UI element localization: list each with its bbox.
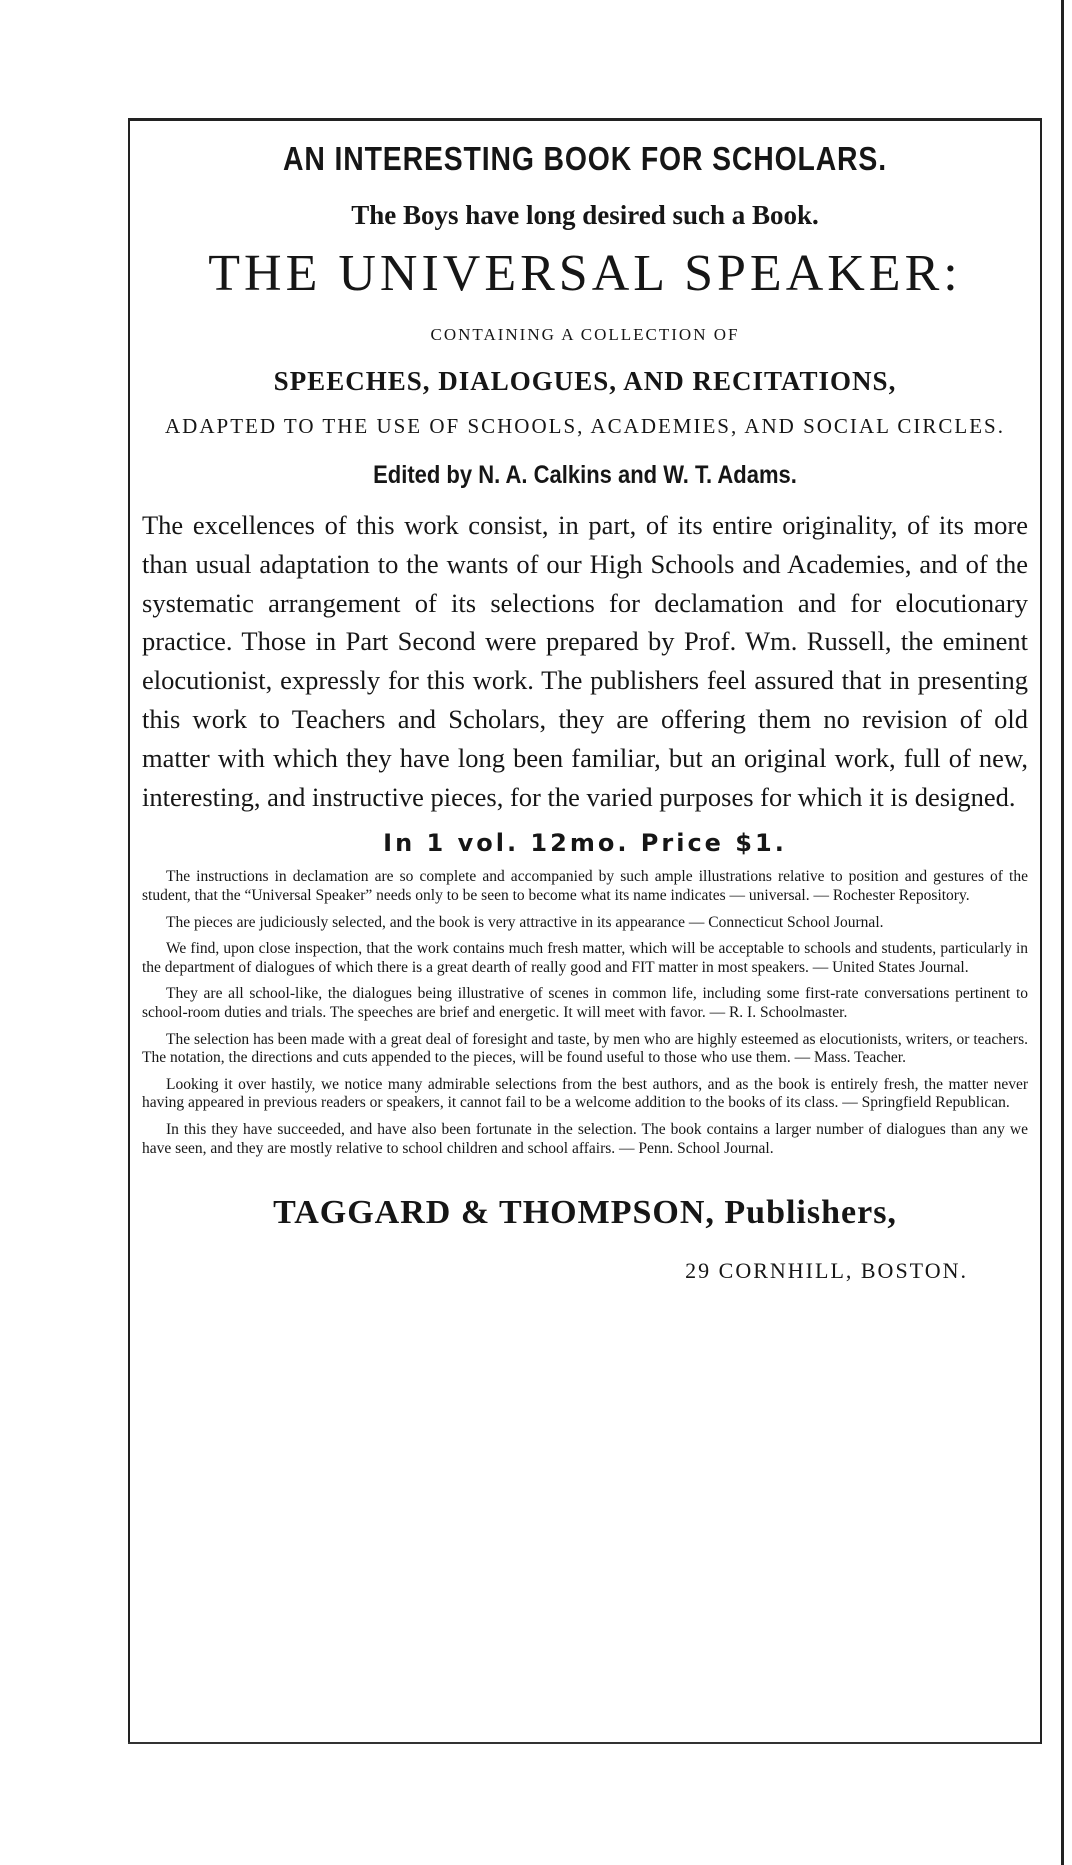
publisher-address: 29 CORNHILL, BOSTON.	[685, 1258, 968, 1284]
price-line: In 1 vol. 12mo. Price $1.	[383, 829, 787, 858]
review-item: The instructions in declamation are so complete and accompanied by such ample illustrations relative to position and gestures of the student, that the “Universal Speaker” needs only to be seen to become what its name indicates — universal. — Rochester Repository.	[142, 868, 1028, 904]
border-top	[128, 118, 1040, 121]
review-item: In this they have succeeded, and have also been fortunate in the selection. The book contains a larger number of dialogues than any we have seen, and they are mostly relative to school children and school affairs. — Penn. School Journal.	[142, 1120, 1028, 1157]
containing-line: CONTAINING A COLLECTION OF	[430, 325, 740, 344]
adapted-line: ADAPTED TO THE USE OF SCHOOLS, ACADEMIES, AND SOCIAL CIRCLES.	[165, 414, 1005, 438]
page-edge-rule	[1061, 0, 1064, 1865]
publisher-line: TAGGARD & THOMPSON, Publishers,	[273, 1194, 897, 1232]
review-item: Looking it over hastily, we notice many admirable selections from the best authors, and as the book is entirely fresh, the matter never having appeared in previous readers or speakers, it cannot fail to be a welcome addition to the books of its class. — Springfield Republican.	[142, 1075, 1028, 1112]
editors-line: Edited by N. A. Calkins and W. T. Adams.	[373, 461, 797, 489]
contents-line: SPEECHES, DIALOGUES, AND RECITATIONS,	[273, 366, 897, 396]
ad-subheading: The Boys have long desired such a Book.	[351, 200, 819, 230]
border-right	[1040, 118, 1042, 1744]
review-list	[142, 868, 1028, 1158]
ad-heading: AN INTERESTING BOOK FOR SCHOLARS.	[283, 140, 887, 177]
description-paragraph: The excellences of this work consist, in part, of its entire originality, of its more than usual adaptation to the wants of our High Schools and Academies, and of the systematic arrangement of its selections for declamation and for elocutionary practice. Those in Part Second were prepared by Prof. Wm. Russell, the eminent elocutionist, expressly for this work. The publishers feel assured that in presenting this work to Teachers and Scholars, they are offering them no revision of old matter with which they have long been familiar, but an original work, full of new, interesting, and instructive pieces, for the varied purposes for which it is designed.	[142, 510, 1028, 812]
review-item: We find, upon close inspection, that the work contains much fresh matter, which will be acceptable to schools and students, particularly in the department of dialogues of which there is a great dearth of really good and FIT matter in most speakers. — United States Journal.	[142, 940, 1028, 976]
advertisement	[142, 138, 1028, 1286]
border-left	[128, 118, 130, 1744]
review-item: The selection has been made with a great deal of foresight and taste, by men who are highly esteemed as elocutionists, writers, or teachers. The notation, the directions and cuts appended to the pieces, will be found useful to those who use them. — Mass. Teacher.	[142, 1030, 1028, 1067]
review-item: The pieces are judiciously selected, and the book is very attractive in its appearance — Connecticut School Journal.	[166, 913, 884, 931]
book-title: THE UNIVERSAL SPEAKER:	[208, 245, 962, 302]
review-item: They are all school-like, the dialogues being illustrative of scenes in common life, including some first-rate conversations pertinent to school-room duties and trials. The speeches are brief and energetic. It will meet with favor. — R. I. Schoolmaster.	[142, 985, 1028, 1021]
border-bottom	[128, 1742, 1040, 1744]
